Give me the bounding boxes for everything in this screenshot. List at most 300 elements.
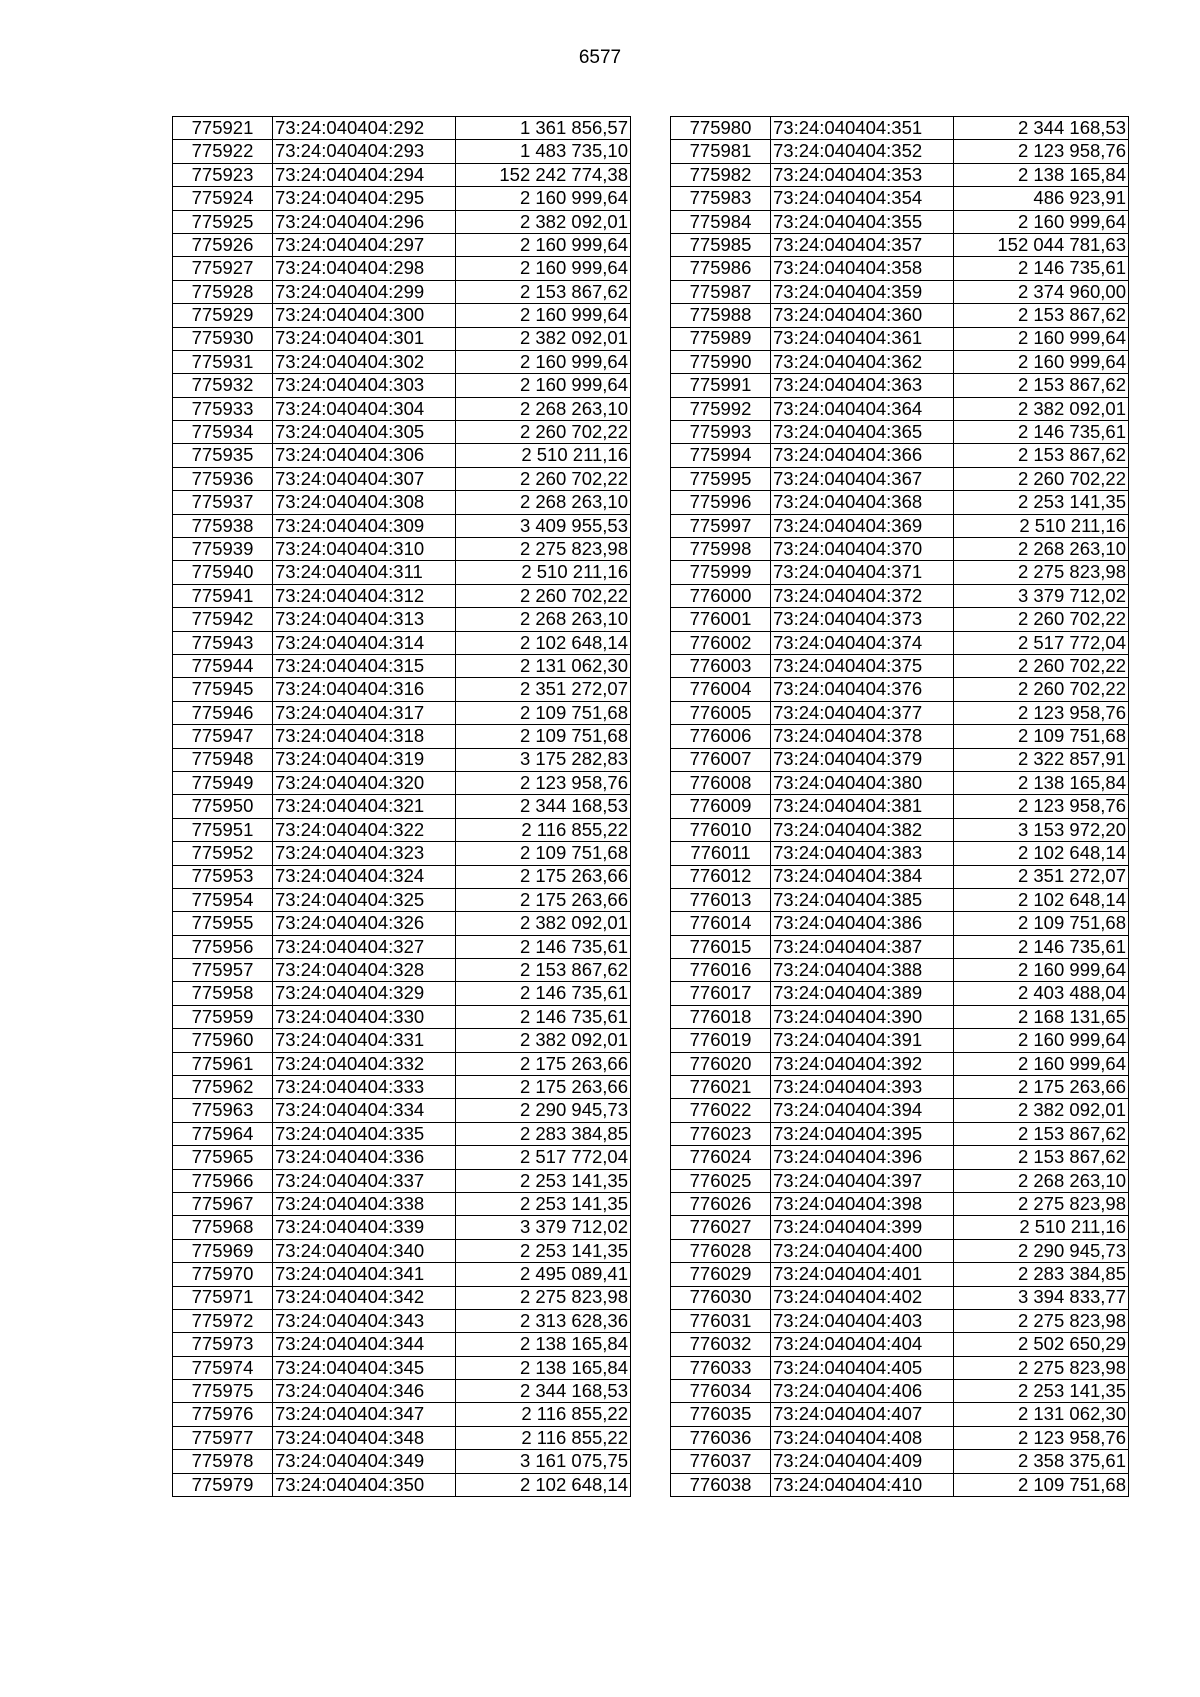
value-cell: 2 253 141,35 [456, 1169, 631, 1192]
cadastral-number-cell: 73:24:040404:401 [771, 1263, 954, 1286]
cadastral-number-cell: 73:24:040404:369 [771, 514, 954, 537]
cadastral-number-cell: 73:24:040404:301 [273, 327, 456, 350]
table-row [671, 935, 1129, 958]
cadastral-number-cell: 73:24:040404:292 [273, 117, 456, 140]
value-cell: 2 275 823,98 [456, 538, 631, 561]
register-table-body [671, 117, 1129, 1497]
table-row [173, 1099, 631, 1122]
table-row [173, 771, 631, 794]
record-number-cell: 775958 [173, 982, 273, 1005]
value-cell: 2 382 092,01 [456, 210, 631, 233]
record-number-cell: 775969 [173, 1239, 273, 1262]
cadastral-number-cell: 73:24:040404:346 [273, 1380, 456, 1403]
record-number-cell: 775962 [173, 1076, 273, 1099]
table-row [173, 327, 631, 350]
value-cell: 2 160 999,64 [954, 1029, 1129, 1052]
record-number-cell: 776031 [671, 1309, 771, 1332]
record-number-cell: 776018 [671, 1005, 771, 1028]
cadastral-number-cell: 73:24:040404:306 [273, 444, 456, 467]
record-number-cell: 775978 [173, 1450, 273, 1473]
record-number-cell: 775940 [173, 561, 273, 584]
cadastral-number-cell: 73:24:040404:376 [771, 678, 954, 701]
value-cell: 2 275 823,98 [954, 1356, 1129, 1379]
record-number-cell: 776024 [671, 1146, 771, 1169]
record-number-cell: 776004 [671, 678, 771, 701]
table-row [671, 467, 1129, 490]
record-number-cell: 775944 [173, 654, 273, 677]
cadastral-number-cell: 73:24:040404:398 [771, 1192, 954, 1215]
value-cell: 152 242 774,38 [456, 163, 631, 186]
cadastral-number-cell: 73:24:040404:396 [771, 1146, 954, 1169]
cadastral-number-cell: 73:24:040404:392 [771, 1052, 954, 1075]
cadastral-number-cell: 73:24:040404:399 [771, 1216, 954, 1239]
cadastral-number-cell: 73:24:040404:329 [273, 982, 456, 1005]
record-number-cell: 775933 [173, 397, 273, 420]
table-row [173, 1356, 631, 1379]
table-row [671, 771, 1129, 794]
value-cell: 2 102 648,14 [954, 888, 1129, 911]
cadastral-number-cell: 73:24:040404:406 [771, 1380, 954, 1403]
table-row [173, 608, 631, 631]
record-number-cell: 775974 [173, 1356, 273, 1379]
cadastral-number-cell: 73:24:040404:320 [273, 771, 456, 794]
record-number-cell: 775956 [173, 935, 273, 958]
value-cell: 2 146 735,61 [954, 257, 1129, 280]
cadastral-number-cell: 73:24:040404:368 [771, 491, 954, 514]
value-cell: 152 044 781,63 [954, 233, 1129, 256]
record-number-cell: 776027 [671, 1216, 771, 1239]
value-cell: 2 275 823,98 [456, 1286, 631, 1309]
record-number-cell: 776021 [671, 1076, 771, 1099]
table-row [671, 561, 1129, 584]
value-cell: 2 283 384,85 [954, 1263, 1129, 1286]
cadastral-number-cell: 73:24:040404:336 [273, 1146, 456, 1169]
table-row [671, 187, 1129, 210]
cadastral-number-cell: 73:24:040404:339 [273, 1216, 456, 1239]
record-number-cell: 776017 [671, 982, 771, 1005]
table-row [173, 818, 631, 841]
cadastral-number-cell: 73:24:040404:372 [771, 584, 954, 607]
record-number-cell: 775987 [671, 280, 771, 303]
table-row [671, 1192, 1129, 1215]
register-table-body [173, 117, 631, 1497]
value-cell: 2 160 999,64 [954, 1052, 1129, 1075]
record-number-cell: 775936 [173, 467, 273, 490]
value-cell: 486 923,91 [954, 187, 1129, 210]
cadastral-number-cell: 73:24:040404:379 [771, 748, 954, 771]
table-row [671, 982, 1129, 1005]
table-row [173, 233, 631, 256]
value-cell: 2 175 263,66 [456, 888, 631, 911]
record-number-cell: 776014 [671, 912, 771, 935]
value-cell: 2 322 857,91 [954, 748, 1129, 771]
record-number-cell: 776006 [671, 725, 771, 748]
cadastral-number-cell: 73:24:040404:307 [273, 467, 456, 490]
value-cell: 2 283 384,85 [456, 1122, 631, 1145]
cadastral-number-cell: 73:24:040404:332 [273, 1052, 456, 1075]
table-row [173, 1029, 631, 1052]
value-cell: 2 102 648,14 [456, 631, 631, 654]
value-cell: 2 109 751,68 [456, 701, 631, 724]
record-number-cell: 775970 [173, 1263, 273, 1286]
table-row [671, 1309, 1129, 1332]
table-row [173, 561, 631, 584]
record-number-cell: 775947 [173, 725, 273, 748]
cadastral-number-cell: 73:24:040404:298 [273, 257, 456, 280]
table-row [671, 1426, 1129, 1449]
cadastral-number-cell: 73:24:040404:380 [771, 771, 954, 794]
table-row [671, 1333, 1129, 1356]
cadastral-number-cell: 73:24:040404:394 [771, 1099, 954, 1122]
table-row [173, 888, 631, 911]
value-cell: 2 510 211,16 [456, 561, 631, 584]
cadastral-number-cell: 73:24:040404:363 [771, 374, 954, 397]
value-cell: 2 116 855,22 [456, 1426, 631, 1449]
value-cell: 2 374 960,00 [954, 280, 1129, 303]
record-number-cell: 775960 [173, 1029, 273, 1052]
cadastral-number-cell: 73:24:040404:330 [273, 1005, 456, 1028]
cadastral-number-cell: 73:24:040404:377 [771, 701, 954, 724]
cadastral-number-cell: 73:24:040404:395 [771, 1122, 954, 1145]
value-cell: 2 268 263,10 [954, 538, 1129, 561]
cadastral-number-cell: 73:24:040404:347 [273, 1403, 456, 1426]
record-number-cell: 775966 [173, 1169, 273, 1192]
value-cell: 2 153 867,62 [954, 1122, 1129, 1145]
value-cell: 3 153 972,20 [954, 818, 1129, 841]
table-row [173, 350, 631, 373]
table-row [173, 140, 631, 163]
table-row [671, 1122, 1129, 1145]
table-row [173, 982, 631, 1005]
value-cell: 2 290 945,73 [954, 1239, 1129, 1262]
value-cell: 2 116 855,22 [456, 818, 631, 841]
cadastral-number-cell: 73:24:040404:342 [273, 1286, 456, 1309]
cadastral-number-cell: 73:24:040404:375 [771, 654, 954, 677]
record-number-cell: 775988 [671, 304, 771, 327]
cadastral-number-cell: 73:24:040404:358 [771, 257, 954, 280]
cadastral-number-cell: 73:24:040404:331 [273, 1029, 456, 1052]
cadastral-number-cell: 73:24:040404:334 [273, 1099, 456, 1122]
table-row [671, 1450, 1129, 1473]
value-cell: 2 275 823,98 [954, 1192, 1129, 1215]
table-row [173, 959, 631, 982]
table-row [671, 1216, 1129, 1239]
cadastral-number-cell: 73:24:040404:383 [771, 842, 954, 865]
record-number-cell: 775973 [173, 1333, 273, 1356]
table-row [173, 444, 631, 467]
record-number-cell: 775993 [671, 421, 771, 444]
record-number-cell: 776005 [671, 701, 771, 724]
cadastral-number-cell: 73:24:040404:393 [771, 1076, 954, 1099]
value-cell: 2 382 092,01 [954, 397, 1129, 420]
record-number-cell: 775994 [671, 444, 771, 467]
register-table-left [172, 116, 631, 1497]
cadastral-number-cell: 73:24:040404:294 [273, 163, 456, 186]
cadastral-number-cell: 73:24:040404:308 [273, 491, 456, 514]
value-cell: 2 253 141,35 [456, 1239, 631, 1262]
record-number-cell: 775983 [671, 187, 771, 210]
table-row [671, 1403, 1129, 1426]
cadastral-number-cell: 73:24:040404:378 [771, 725, 954, 748]
record-number-cell: 775946 [173, 701, 273, 724]
record-number-cell: 775934 [173, 421, 273, 444]
table-row [671, 795, 1129, 818]
value-cell: 2 175 263,66 [954, 1076, 1129, 1099]
cadastral-number-cell: 73:24:040404:311 [273, 561, 456, 584]
cadastral-number-cell: 73:24:040404:350 [273, 1473, 456, 1496]
cadastral-number-cell: 73:24:040404:335 [273, 1122, 456, 1145]
record-number-cell: 776008 [671, 771, 771, 794]
value-cell: 2 153 867,62 [954, 1146, 1129, 1169]
value-cell: 2 102 648,14 [456, 1473, 631, 1496]
value-cell: 2 123 958,76 [954, 701, 1129, 724]
table-row [671, 1146, 1129, 1169]
table-row [173, 748, 631, 771]
cadastral-number-cell: 73:24:040404:388 [771, 959, 954, 982]
table-row [173, 584, 631, 607]
value-cell: 2 146 735,61 [954, 421, 1129, 444]
table-row [671, 1263, 1129, 1286]
value-cell: 2 109 751,68 [954, 725, 1129, 748]
cadastral-number-cell: 73:24:040404:402 [771, 1286, 954, 1309]
value-cell: 2 160 999,64 [456, 350, 631, 373]
cadastral-number-cell: 73:24:040404:310 [273, 538, 456, 561]
table-row [173, 163, 631, 186]
table-row [671, 1473, 1129, 1496]
value-cell: 2 160 999,64 [456, 304, 631, 327]
value-cell: 2 131 062,30 [456, 654, 631, 677]
record-number-cell: 776013 [671, 888, 771, 911]
cadastral-number-cell: 73:24:040404:365 [771, 421, 954, 444]
value-cell: 2 131 062,30 [954, 1403, 1129, 1426]
table-row [173, 467, 631, 490]
table-row [671, 1169, 1129, 1192]
table-row [671, 1005, 1129, 1028]
page-number: 6577 [578, 47, 622, 68]
table-row [173, 1005, 631, 1028]
cadastral-number-cell: 73:24:040404:357 [771, 233, 954, 256]
table-row [173, 1309, 631, 1332]
value-cell: 2 160 999,64 [954, 210, 1129, 233]
value-cell: 2 146 735,61 [954, 935, 1129, 958]
value-cell: 2 268 263,10 [456, 397, 631, 420]
record-number-cell: 775964 [173, 1122, 273, 1145]
cadastral-number-cell: 73:24:040404:409 [771, 1450, 954, 1473]
value-cell: 2 160 999,64 [456, 233, 631, 256]
value-cell: 2 268 263,10 [456, 491, 631, 514]
table-row [173, 1216, 631, 1239]
record-number-cell: 775985 [671, 233, 771, 256]
table-row [671, 327, 1129, 350]
cadastral-number-cell: 73:24:040404:321 [273, 795, 456, 818]
table-row [671, 1356, 1129, 1379]
record-number-cell: 776016 [671, 959, 771, 982]
cadastral-number-cell: 73:24:040404:324 [273, 865, 456, 888]
record-number-cell: 775951 [173, 818, 273, 841]
value-cell: 2 382 092,01 [456, 912, 631, 935]
table-row [671, 280, 1129, 303]
table-row [671, 888, 1129, 911]
record-number-cell: 775976 [173, 1403, 273, 1426]
table-row [671, 210, 1129, 233]
value-cell: 2 260 702,22 [456, 584, 631, 607]
cadastral-number-cell: 73:24:040404:400 [771, 1239, 954, 1262]
record-number-cell: 775937 [173, 491, 273, 514]
record-number-cell: 775938 [173, 514, 273, 537]
table-row [671, 608, 1129, 631]
cadastral-number-cell: 73:24:040404:313 [273, 608, 456, 631]
value-cell: 2 510 211,16 [954, 514, 1129, 537]
value-cell: 2 102 648,14 [954, 842, 1129, 865]
cadastral-number-cell: 73:24:040404:300 [273, 304, 456, 327]
value-cell: 2 153 867,62 [954, 304, 1129, 327]
value-cell: 2 160 999,64 [456, 374, 631, 397]
cadastral-number-cell: 73:24:040404:319 [273, 748, 456, 771]
table-row [173, 1333, 631, 1356]
record-number-cell: 775922 [173, 140, 273, 163]
value-cell: 2 517 772,04 [456, 1146, 631, 1169]
value-cell: 2 153 867,62 [456, 959, 631, 982]
value-cell: 2 403 488,04 [954, 982, 1129, 1005]
table-row [671, 304, 1129, 327]
record-number-cell: 775952 [173, 842, 273, 865]
cadastral-number-cell: 73:24:040404:305 [273, 421, 456, 444]
value-cell: 3 409 955,53 [456, 514, 631, 537]
cadastral-number-cell: 73:24:040404:390 [771, 1005, 954, 1028]
cadastral-number-cell: 73:24:040404:317 [273, 701, 456, 724]
cadastral-number-cell: 73:24:040404:403 [771, 1309, 954, 1332]
table-row [173, 421, 631, 444]
cadastral-number-cell: 73:24:040404:304 [273, 397, 456, 420]
cadastral-number-cell: 73:24:040404:303 [273, 374, 456, 397]
value-cell: 2 313 628,36 [456, 1309, 631, 1332]
value-cell: 2 109 751,68 [456, 842, 631, 865]
value-cell: 1 361 856,57 [456, 117, 631, 140]
record-number-cell: 775941 [173, 584, 273, 607]
table-row [671, 257, 1129, 280]
record-number-cell: 775977 [173, 1426, 273, 1449]
value-cell: 2 123 958,76 [954, 140, 1129, 163]
cadastral-number-cell: 73:24:040404:323 [273, 842, 456, 865]
table-row [173, 631, 631, 654]
cadastral-number-cell: 73:24:040404:367 [771, 467, 954, 490]
table-row [173, 1403, 631, 1426]
record-number-cell: 775980 [671, 117, 771, 140]
cadastral-number-cell: 73:24:040404:302 [273, 350, 456, 373]
record-number-cell: 775942 [173, 608, 273, 631]
table-row [173, 935, 631, 958]
table-row [173, 1263, 631, 1286]
record-number-cell: 775955 [173, 912, 273, 935]
cadastral-number-cell: 73:24:040404:351 [771, 117, 954, 140]
value-cell: 2 382 092,01 [456, 327, 631, 350]
value-cell: 2 116 855,22 [456, 1403, 631, 1426]
table-row [173, 865, 631, 888]
cadastral-number-cell: 73:24:040404:293 [273, 140, 456, 163]
record-number-cell: 776020 [671, 1052, 771, 1075]
record-number-cell: 775961 [173, 1052, 273, 1075]
table-row [173, 654, 631, 677]
value-cell: 2 123 958,76 [456, 771, 631, 794]
table-row [173, 304, 631, 327]
table-row [173, 1052, 631, 1075]
value-cell: 2 351 272,07 [954, 865, 1129, 888]
record-number-cell: 776029 [671, 1263, 771, 1286]
value-cell: 2 175 263,66 [456, 1052, 631, 1075]
table-row [671, 233, 1129, 256]
record-number-cell: 776033 [671, 1356, 771, 1379]
table-row [671, 491, 1129, 514]
value-cell: 2 123 958,76 [954, 1426, 1129, 1449]
value-cell: 2 109 751,68 [456, 725, 631, 748]
value-cell: 2 290 945,73 [456, 1099, 631, 1122]
cadastral-number-cell: 73:24:040404:337 [273, 1169, 456, 1192]
value-cell: 2 260 702,22 [456, 421, 631, 444]
table-row [173, 701, 631, 724]
cadastral-number-cell: 73:24:040404:354 [771, 187, 954, 210]
value-cell: 2 153 867,62 [456, 280, 631, 303]
table-row [671, 654, 1129, 677]
table-row [173, 514, 631, 537]
record-number-cell: 776023 [671, 1122, 771, 1145]
value-cell: 2 175 263,66 [456, 865, 631, 888]
cadastral-number-cell: 73:24:040404:407 [771, 1403, 954, 1426]
table-row [173, 280, 631, 303]
record-number-cell: 775997 [671, 514, 771, 537]
record-number-cell: 776015 [671, 935, 771, 958]
value-cell: 2 175 263,66 [456, 1076, 631, 1099]
table-row [671, 117, 1129, 140]
value-cell: 2 275 823,98 [954, 1309, 1129, 1332]
record-number-cell: 775998 [671, 538, 771, 561]
table-row [671, 842, 1129, 865]
record-number-cell: 776030 [671, 1286, 771, 1309]
table-row [173, 210, 631, 233]
record-number-cell: 775991 [671, 374, 771, 397]
table-row [671, 959, 1129, 982]
table-row [173, 1239, 631, 1262]
record-number-cell: 776003 [671, 654, 771, 677]
cadastral-number-cell: 73:24:040404:404 [771, 1333, 954, 1356]
cadastral-number-cell: 73:24:040404:341 [273, 1263, 456, 1286]
value-cell: 2 510 211,16 [456, 444, 631, 467]
cadastral-number-cell: 73:24:040404:364 [771, 397, 954, 420]
value-cell: 2 253 141,35 [456, 1192, 631, 1215]
record-number-cell: 775986 [671, 257, 771, 280]
record-number-cell: 775965 [173, 1146, 273, 1169]
cadastral-number-cell: 73:24:040404:370 [771, 538, 954, 561]
cadastral-number-cell: 73:24:040404:391 [771, 1029, 954, 1052]
value-cell: 2 160 999,64 [456, 257, 631, 280]
table-row [173, 187, 631, 210]
table-row [173, 1122, 631, 1145]
record-number-cell: 775929 [173, 304, 273, 327]
table-row [173, 1169, 631, 1192]
record-number-cell: 775927 [173, 257, 273, 280]
table-row [173, 912, 631, 935]
table-row [671, 1286, 1129, 1309]
value-cell: 2 160 999,64 [954, 959, 1129, 982]
cadastral-number-cell: 73:24:040404:343 [273, 1309, 456, 1332]
record-number-cell: 776019 [671, 1029, 771, 1052]
cadastral-number-cell: 73:24:040404:312 [273, 584, 456, 607]
table-row [173, 538, 631, 561]
cadastral-number-cell: 73:24:040404:299 [273, 280, 456, 303]
value-cell: 2 138 165,84 [954, 163, 1129, 186]
value-cell: 2 268 263,10 [456, 608, 631, 631]
record-number-cell: 775992 [671, 397, 771, 420]
value-cell: 2 146 735,61 [456, 982, 631, 1005]
